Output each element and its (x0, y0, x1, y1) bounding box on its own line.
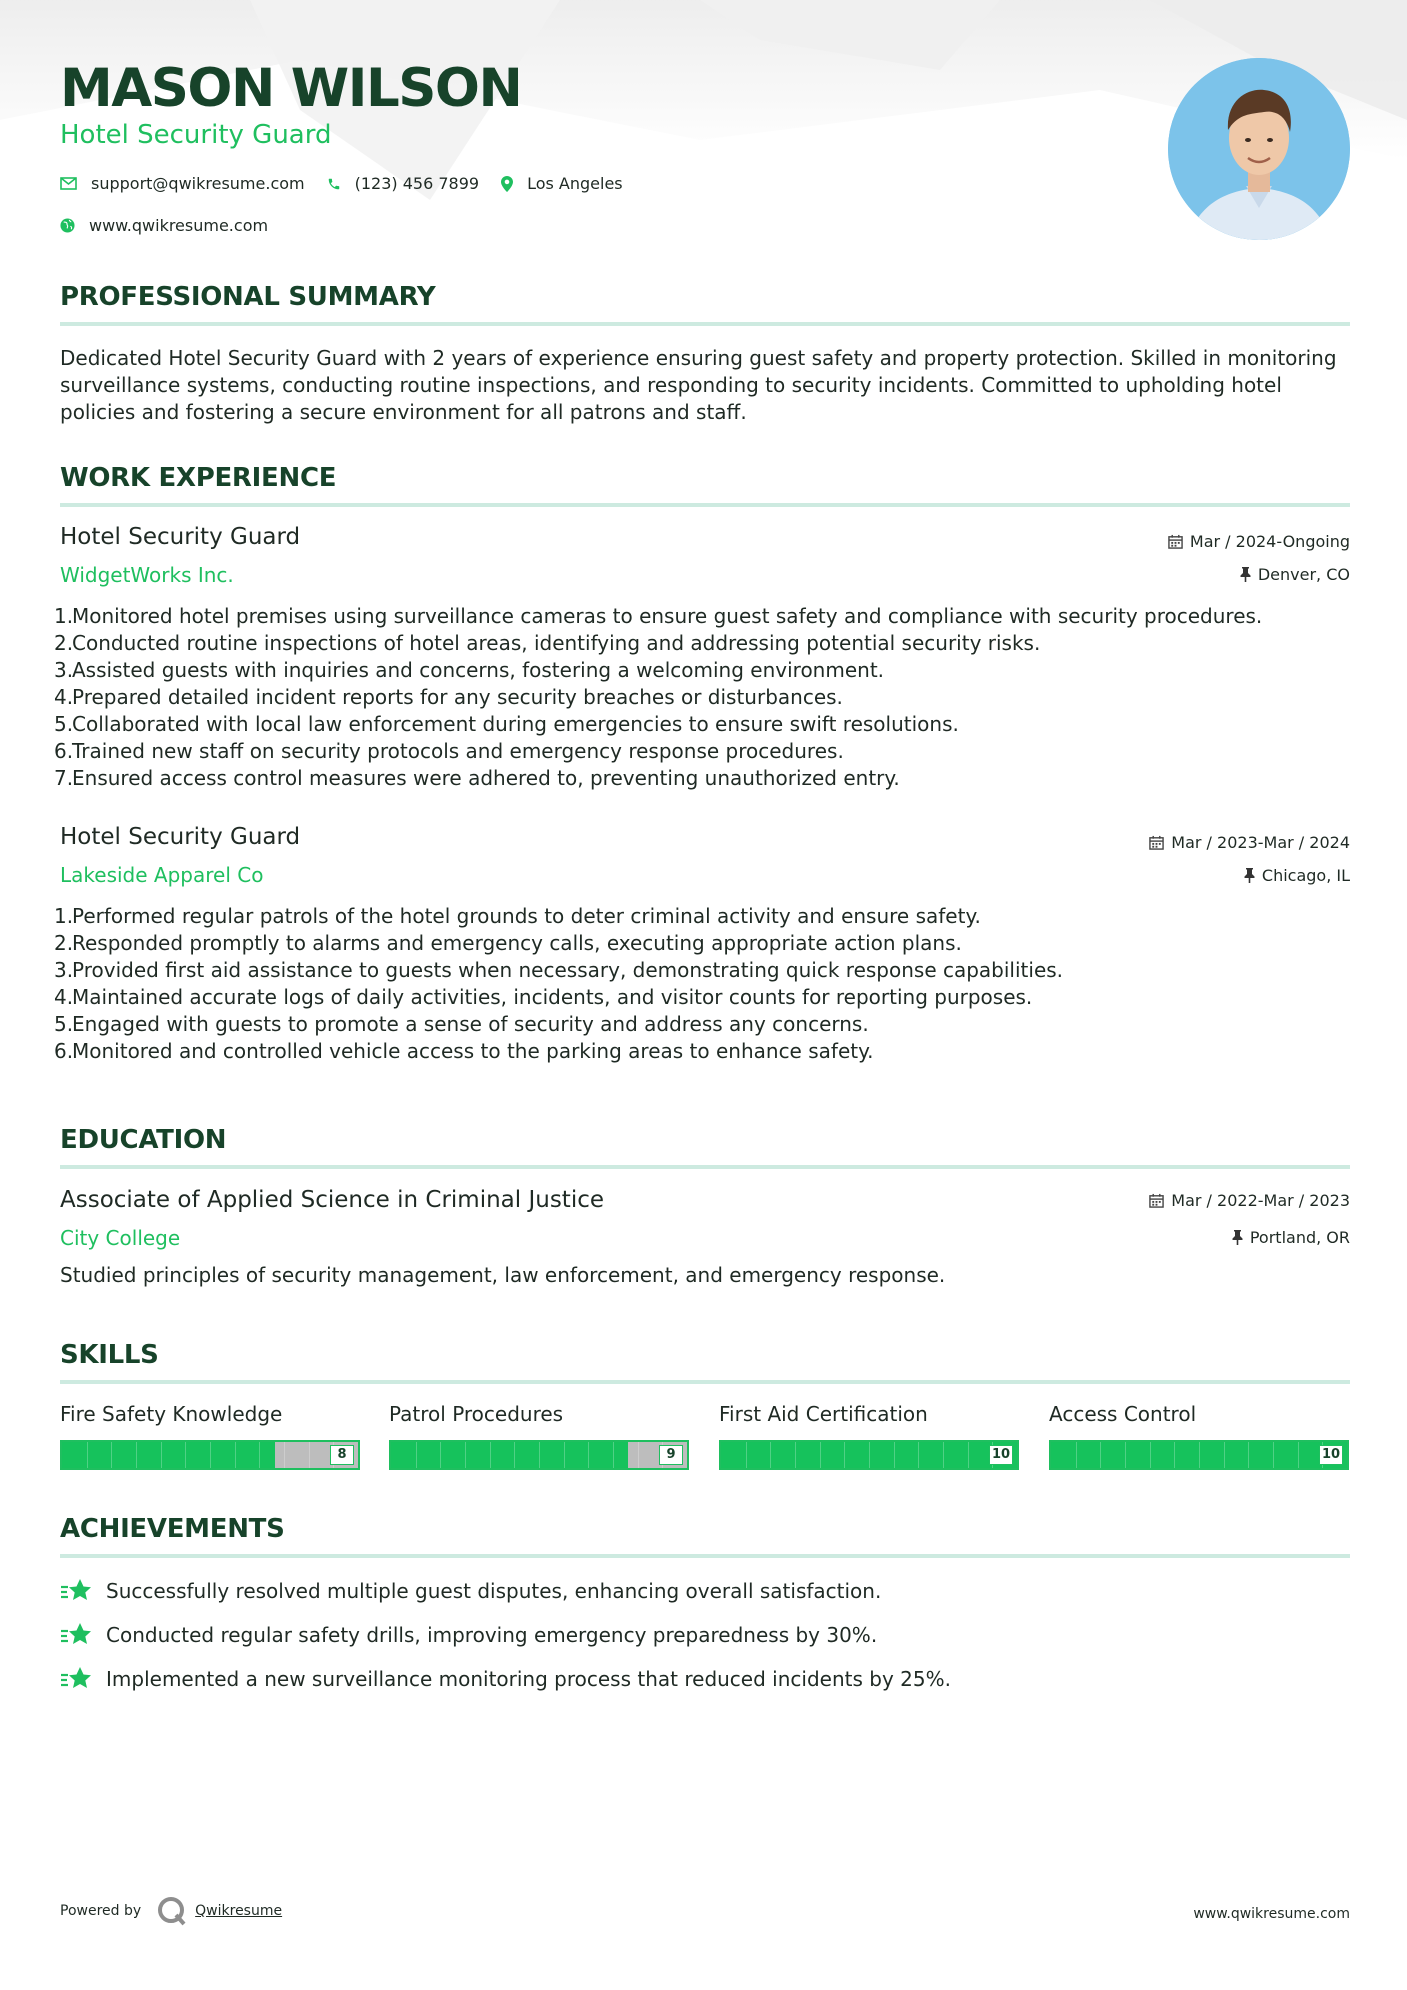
website-text: www.qwikresume.com (89, 216, 269, 235)
skill-bar-segment (1076, 1442, 1077, 1468)
list-item: 3. Assisted guests with inquiries and concerns, fostering a welcoming environment. (54, 658, 885, 682)
skill-bar-segment (894, 1442, 895, 1468)
skill-bar (389, 1440, 689, 1470)
summary-divider (60, 322, 1350, 326)
list-item: 2. Conducted routine inspections of hotel areas, identifying and addressing potential security risks. (54, 631, 1041, 655)
skill-bar-segment (161, 1442, 162, 1468)
job-dates (1168, 532, 1350, 551)
achievement-text: Implemented a new surveillance monitoring process that reduced incidents by 25%. (106, 1667, 951, 1691)
skill-bar-segment (746, 1442, 747, 1468)
skill-bar-segment (490, 1442, 491, 1468)
skill-bar-segment (136, 1442, 137, 1468)
skill-item (60, 1402, 360, 1470)
education-dates-text: Mar / 2022-Mar / 2023 (1171, 1191, 1350, 1210)
skill-bar-segment (440, 1442, 441, 1468)
location-text: Los Angeles (527, 174, 623, 193)
list-item: 7. Ensured access control measures were adhered to, preventing unauthorized entry. (54, 766, 900, 790)
skill-level: 8 (330, 1445, 354, 1465)
skill-bar-segment (514, 1442, 515, 1468)
phone-text: (123) 456 7899 (354, 174, 480, 193)
contact-location (501, 174, 623, 193)
calendar-icon (1168, 534, 1183, 549)
skill-bar-fill (391, 1442, 628, 1468)
skill-bar (719, 1440, 1019, 1470)
brand-link[interactable]: Qwikresume (195, 1903, 283, 1919)
pin-icon (1240, 567, 1251, 582)
job-dates-text: Mar / 2023-Mar / 2024 (1171, 833, 1350, 852)
summary-heading: PROFESSIONAL SUMMARY (60, 282, 436, 312)
company-name: WidgetWorks Inc. (60, 563, 234, 587)
skill-bar-segment (1199, 1442, 1200, 1468)
envelope-icon (60, 177, 77, 190)
achievement-item (60, 1578, 881, 1604)
achievements-heading: ACHIEVEMENTS (60, 1514, 285, 1544)
achievement-text: Successfully resolved multiple guest disputes, enhancing overall satisfaction. (106, 1579, 882, 1603)
job-dates (1149, 833, 1350, 852)
skill-bar-segment (210, 1442, 211, 1468)
achievement-text: Conducted regular safety drills, improving emergency preparedness by 30%. (106, 1623, 878, 1647)
job-bullets (54, 903, 1360, 1065)
skill-bar-segment (638, 1442, 639, 1468)
job-bullets (54, 603, 1360, 792)
list-item: 6. Trained new staff on security protocols and emergency response procedures. (54, 739, 844, 763)
skill-bar-segment (465, 1442, 466, 1468)
skill-bar-segment (1100, 1442, 1101, 1468)
job-location-text: Chicago, IL (1261, 866, 1350, 885)
star-icon (60, 1622, 92, 1648)
list-item: 5. Collaborated with local law enforcement during emergencies to ensure swift resolutions. (54, 712, 959, 736)
skill-level: 10 (1319, 1445, 1343, 1465)
skill-bar-segment (416, 1442, 417, 1468)
contact-row (60, 174, 645, 193)
degree-title: Associate of Applied Science in Criminal Justice (60, 1187, 605, 1213)
footer-powered-by (60, 1896, 282, 1926)
contact-phone[interactable] (327, 174, 479, 193)
skill-bar-segment (87, 1442, 88, 1468)
skill-name: Fire Safety Knowledge (60, 1402, 283, 1426)
skill-bar-segment (259, 1442, 260, 1468)
education-location-text: Portland, OR (1249, 1228, 1350, 1247)
experience-divider (60, 503, 1350, 507)
qwikresume-logo-icon (157, 1896, 187, 1926)
skill-bar-segment (613, 1442, 614, 1468)
skill-level: 10 (989, 1445, 1013, 1465)
skill-bar-segment (284, 1442, 285, 1468)
skill-bar-segment (309, 1442, 310, 1468)
contact-row-2 (60, 216, 290, 235)
list-item: 4. Prepared detailed incident reports for any security breaches or disturbances. (54, 685, 843, 709)
calendar-icon (1149, 835, 1164, 850)
education-location (1232, 1228, 1350, 1247)
job-dates-text: Mar / 2024-Ongoing (1189, 532, 1350, 551)
profile-photo (1168, 58, 1350, 240)
skill-bar-segment (588, 1442, 589, 1468)
candidate-name: MASON WILSON (60, 58, 522, 119)
skill-item (1049, 1402, 1349, 1470)
skill-bar-segment (1248, 1442, 1249, 1468)
pin-icon (1244, 868, 1255, 883)
job-title: Hotel Security Guard (60, 824, 301, 850)
education-dates (1149, 1191, 1350, 1210)
job-title: Hotel Security Guard (60, 524, 301, 550)
skill-bar-segment (943, 1442, 944, 1468)
list-item: 3. Provided first aid assistance to guests when necessary, demonstrating quick response capabilities. (54, 958, 1064, 982)
footer-website[interactable]: www.qwikresume.com (1193, 1906, 1350, 1922)
pin-icon (1232, 1230, 1243, 1245)
skill-bar-segment (770, 1442, 771, 1468)
skill-bar-segment (1273, 1442, 1274, 1468)
skill-bar (1049, 1440, 1349, 1470)
skill-name: Patrol Procedures (389, 1402, 564, 1426)
skill-name: First Aid Certification (719, 1402, 928, 1426)
skill-bar-segment (185, 1442, 186, 1468)
list-item: 1. Performed regular patrols of the hotel grounds to deter criminal activity and ensure safety. (54, 904, 981, 928)
candidate-role: Hotel Security Guard (60, 120, 332, 150)
education-description: Studied principles of security management, law enforcement, and emergency response. (60, 1263, 946, 1287)
skill-bar-segment (1174, 1442, 1175, 1468)
globe-icon (60, 218, 75, 233)
skill-name: Access Control (1049, 1402, 1197, 1426)
list-item: 4. Maintained accurate logs of daily activities, incidents, and visitor counts for reporting purposes. (54, 985, 1033, 1009)
contact-website[interactable] (60, 216, 268, 235)
phone-icon (327, 177, 341, 191)
contact-email[interactable] (60, 174, 305, 193)
skill-bar-segment (1298, 1442, 1299, 1468)
achievement-item (60, 1622, 877, 1648)
skill-bar-segment (1150, 1442, 1151, 1468)
email-text: support@qwikresume.com (91, 174, 305, 193)
skill-bar-segment (820, 1442, 821, 1468)
skill-level: 9 (659, 1445, 683, 1465)
star-icon (60, 1666, 92, 1692)
list-item: 1. Monitored hotel premises using surveillance cameras to ensure guest safety and compliance with security procedures. (54, 604, 1263, 628)
job-location-text: Denver, CO (1257, 565, 1350, 584)
list-item: 6. Monitored and controlled vehicle access to the parking areas to enhance safety. (54, 1039, 874, 1063)
achievements-divider (60, 1554, 1350, 1558)
star-icon (60, 1578, 92, 1604)
skill-bar-segment (111, 1442, 112, 1468)
skill-bar-segment (869, 1442, 870, 1468)
skill-bar-segment (1224, 1442, 1225, 1468)
achievement-item (60, 1666, 951, 1692)
experience-heading: WORK EXPERIENCE (60, 463, 337, 493)
job-location (1244, 866, 1350, 885)
powered-by-label: Powered by (60, 1903, 142, 1919)
map-pin-icon (501, 176, 513, 192)
skill-bar (60, 1440, 360, 1470)
summary-text: Dedicated Hotel Security Guard with 2 years of experience ensuring guest safety and property protection. Skilled in monitoring surveillance systems, conducting routine inspections, and responding to security incidents. Committed to upholding hotel policies and fostering a secure environment for all patrons and staff. (60, 346, 1337, 424)
skill-bar-segment (795, 1442, 796, 1468)
skill-bar-segment (539, 1442, 540, 1468)
calendar-icon (1149, 1193, 1164, 1208)
skill-bar-segment (564, 1442, 565, 1468)
list-item: 5. Engaged with guests to promote a sense of security and address any concerns. (54, 1012, 869, 1036)
job-location (1240, 565, 1350, 584)
education-heading: EDUCATION (60, 1125, 227, 1155)
skills-heading: SKILLS (60, 1340, 159, 1370)
skill-item (389, 1402, 689, 1470)
school-name: City College (60, 1226, 181, 1250)
skill-bar-segment (844, 1442, 845, 1468)
skills-divider (60, 1380, 1350, 1384)
list-item: 2. Responded promptly to alarms and emergency calls, executing appropriate action plans. (54, 931, 962, 955)
skill-bar-segment (918, 1442, 919, 1468)
company-name: Lakeside Apparel Co (60, 863, 264, 887)
skill-item (719, 1402, 1019, 1470)
skill-bar-fill (62, 1442, 275, 1468)
skill-bar-segment (1125, 1442, 1126, 1468)
skill-bar-segment (235, 1442, 236, 1468)
skill-bar-segment (968, 1442, 969, 1468)
education-divider (60, 1165, 1350, 1169)
